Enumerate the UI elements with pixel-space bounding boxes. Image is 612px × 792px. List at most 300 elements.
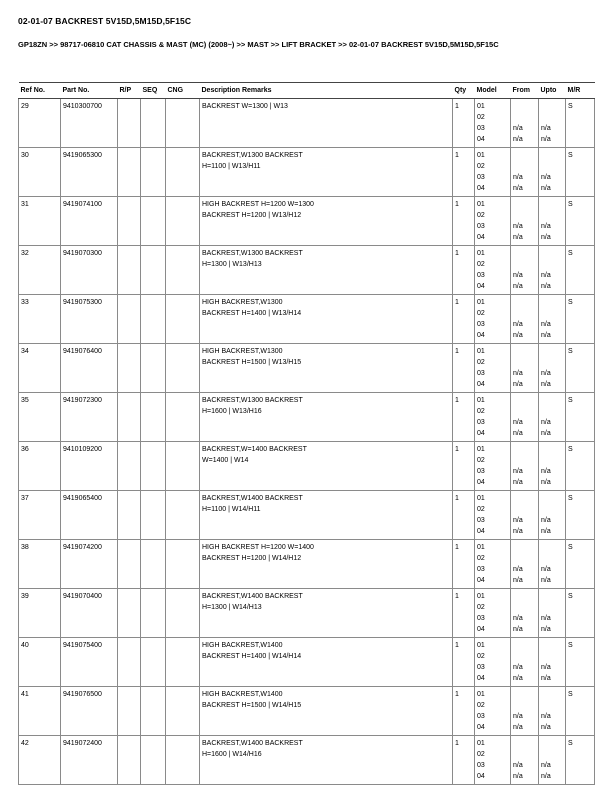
table-row (19, 491, 595, 540)
sub-line: 03 (477, 272, 485, 279)
sub-line: 04 (477, 577, 485, 584)
model-cell (475, 246, 511, 295)
qty-cell: 1 (453, 148, 475, 197)
description-line: H=1600 | W13/H16 (202, 408, 262, 415)
column-header-seq: SEQ (141, 83, 166, 99)
rp-cell (118, 344, 141, 393)
sub-line (513, 504, 536, 515)
model-cell (475, 736, 511, 785)
model-cell (475, 442, 511, 491)
rp-cell (118, 295, 141, 344)
model-cell (475, 393, 511, 442)
rp-cell (118, 442, 141, 491)
description-line: BACKREST,W=1400 BACKREST (202, 446, 307, 453)
rp-cell (118, 589, 141, 638)
table-row (19, 589, 595, 638)
sub-line (513, 357, 536, 368)
sub-line: 03 (477, 713, 485, 720)
sub-line (513, 749, 536, 760)
table-header-row (19, 83, 595, 99)
sub-line (541, 161, 563, 172)
sub-line: 03 (477, 566, 485, 573)
rp-cell (118, 148, 141, 197)
mr-cell: S (566, 589, 595, 638)
sub-line: 02 (477, 114, 485, 121)
mr-cell: S (566, 687, 595, 736)
sub-line (513, 651, 536, 662)
description-line: HIGH BACKREST H=1200 W=1400 (202, 544, 314, 551)
cng-cell (166, 687, 200, 736)
part-no-cell: 9419070400 (61, 589, 118, 638)
part-no-cell: 9419075300 (61, 295, 118, 344)
rp-cell (118, 246, 141, 295)
sub-line (513, 199, 536, 210)
sub-line: n/a (541, 419, 551, 426)
mr-cell: S (566, 393, 595, 442)
column-header-part-no: Part No. (61, 83, 118, 99)
sub-line: n/a (541, 762, 551, 769)
seq-cell (141, 736, 166, 785)
sub-line: n/a (541, 321, 551, 328)
description-cell (200, 540, 453, 589)
description-line: H=1600 | W14/H16 (202, 751, 262, 758)
sub-line (541, 150, 563, 161)
description-line: HIGH BACKREST,W1300 (202, 348, 283, 355)
qty-cell: 1 (453, 589, 475, 638)
sub-line: n/a (513, 332, 523, 339)
sub-line: 04 (477, 332, 485, 339)
table-row (19, 295, 595, 344)
seq-cell (141, 295, 166, 344)
qty-cell: 1 (453, 540, 475, 589)
parts-table (18, 82, 595, 785)
qty-cell: 1 (453, 246, 475, 295)
cng-cell (166, 393, 200, 442)
sub-line (513, 112, 536, 123)
sub-line: n/a (541, 517, 551, 524)
sub-line: 04 (477, 675, 485, 682)
sub-line: 01 (477, 152, 485, 159)
qty-cell: 1 (453, 687, 475, 736)
sub-line: n/a (513, 185, 523, 192)
sub-line: 01 (477, 740, 485, 747)
seq-cell (141, 589, 166, 638)
ref-no-cell: 33 (19, 295, 61, 344)
seq-cell (141, 246, 166, 295)
sub-line: 04 (477, 136, 485, 143)
sub-line: n/a (513, 675, 523, 682)
sub-line (541, 602, 563, 613)
sub-line: n/a (541, 332, 551, 339)
sub-line (513, 308, 536, 319)
sub-line (513, 700, 536, 711)
description-line: BACKREST,W1400 BACKREST (202, 495, 303, 502)
ref-no-cell: 35 (19, 393, 61, 442)
sub-line: 04 (477, 430, 485, 437)
description-cell (200, 99, 453, 148)
sub-line: n/a (541, 283, 551, 290)
sub-line: 03 (477, 615, 485, 622)
sub-line (513, 210, 536, 221)
sub-line (513, 542, 536, 553)
rp-cell (118, 491, 141, 540)
rp-cell (118, 393, 141, 442)
sub-line: n/a (513, 479, 523, 486)
column-header-cng: CNG (166, 83, 200, 99)
table-row (19, 638, 595, 687)
sub-line: n/a (513, 577, 523, 584)
cng-cell (166, 589, 200, 638)
description-line: BACKREST H=1500 | W14/H15 (202, 702, 302, 709)
upto-cell (539, 295, 566, 344)
from-cell (511, 246, 539, 295)
description-line: H=1100 | W13/H11 (202, 163, 261, 170)
sub-line (541, 346, 563, 357)
part-no-cell: 9419070300 (61, 246, 118, 295)
column-header-r-p: R/P (118, 83, 141, 99)
sub-line: n/a (513, 468, 523, 475)
ref-no-cell: 30 (19, 148, 61, 197)
seq-cell (141, 442, 166, 491)
from-cell (511, 589, 539, 638)
seq-cell (141, 491, 166, 540)
description-line: HIGH BACKREST H=1200 W=1300 (202, 201, 314, 208)
sub-line: n/a (541, 479, 551, 486)
description-cell (200, 736, 453, 785)
sub-line: n/a (513, 223, 523, 230)
from-cell (511, 540, 539, 589)
from-cell (511, 736, 539, 785)
part-no-cell: 9419072400 (61, 736, 118, 785)
description-line: HIGH BACKREST,W1400 (202, 691, 283, 698)
sub-line: n/a (541, 615, 551, 622)
column-header-upto: Upto (539, 83, 566, 99)
upto-cell (539, 197, 566, 246)
model-cell (475, 197, 511, 246)
sub-line (513, 455, 536, 466)
description-cell (200, 344, 453, 393)
sub-line: 02 (477, 261, 485, 268)
sub-line: 02 (477, 212, 485, 219)
table-row (19, 540, 595, 589)
sub-line: 03 (477, 223, 485, 230)
sub-line: 03 (477, 174, 485, 181)
sub-line (541, 738, 563, 749)
qty-cell: 1 (453, 393, 475, 442)
sub-line (513, 395, 536, 406)
qty-cell: 1 (453, 736, 475, 785)
model-cell (475, 295, 511, 344)
mr-cell: S (566, 295, 595, 344)
table-row (19, 148, 595, 197)
upto-cell (539, 99, 566, 148)
sub-line: n/a (541, 675, 551, 682)
seq-cell (141, 638, 166, 687)
sub-line: n/a (541, 713, 551, 720)
sub-line (541, 248, 563, 259)
from-cell (511, 491, 539, 540)
sub-line: n/a (541, 528, 551, 535)
sub-line: n/a (513, 626, 523, 633)
sub-line: n/a (513, 419, 523, 426)
column-header-ref-no: Ref No. (19, 83, 61, 99)
table-row (19, 687, 595, 736)
cng-cell (166, 344, 200, 393)
description-line: BACKREST H=1200 | W14/H12 (202, 555, 302, 562)
description-line: BACKREST,W1300 BACKREST (202, 250, 303, 257)
sub-line: 02 (477, 408, 485, 415)
sub-line: n/a (513, 724, 523, 731)
sub-line: 01 (477, 348, 485, 355)
sub-line: n/a (513, 773, 523, 780)
sub-line (513, 161, 536, 172)
description-cell (200, 589, 453, 638)
sub-line: n/a (513, 234, 523, 241)
sub-line: 02 (477, 751, 485, 758)
part-no-cell: 9419072300 (61, 393, 118, 442)
description-line: BACKREST,W1400 BACKREST (202, 593, 303, 600)
ref-no-cell: 34 (19, 344, 61, 393)
part-no-cell: 9419065400 (61, 491, 118, 540)
qty-cell: 1 (453, 197, 475, 246)
qty-cell: 1 (453, 638, 475, 687)
part-no-cell: 9419076400 (61, 344, 118, 393)
model-cell (475, 344, 511, 393)
from-cell (511, 442, 539, 491)
description-line: HIGH BACKREST,W1400 (202, 642, 283, 649)
seq-cell (141, 197, 166, 246)
description-cell (200, 148, 453, 197)
column-header-description-remarks: Description Remarks (200, 83, 453, 99)
rp-cell (118, 736, 141, 785)
sub-line: 02 (477, 163, 485, 170)
model-cell (475, 491, 511, 540)
part-no-cell: 9419074100 (61, 197, 118, 246)
description-line: BACKREST H=1400 | W13/H14 (202, 310, 302, 317)
sub-line: n/a (513, 125, 523, 132)
sub-line (513, 689, 536, 700)
sub-line: 03 (477, 762, 485, 769)
sub-line: 02 (477, 702, 485, 709)
model-cell (475, 148, 511, 197)
sub-line (541, 112, 563, 123)
description-line: BACKREST H=1200 | W13/H12 (202, 212, 302, 219)
page-title: 02-01-07 BACKREST 5V15D,5M15D,5F15C (18, 16, 192, 26)
description-line: H=1100 | W14/H11 (202, 506, 261, 513)
ref-no-cell: 39 (19, 589, 61, 638)
model-cell (475, 99, 511, 148)
description-line: HIGH BACKREST,W1300 (202, 299, 283, 306)
cng-cell (166, 197, 200, 246)
column-header-model: Model (475, 83, 511, 99)
mr-cell: S (566, 736, 595, 785)
sub-line: 02 (477, 555, 485, 562)
upto-cell (539, 393, 566, 442)
from-cell (511, 99, 539, 148)
sub-line: n/a (513, 528, 523, 535)
sub-line: 03 (477, 419, 485, 426)
rp-cell (118, 638, 141, 687)
description-cell (200, 491, 453, 540)
sub-line (541, 406, 563, 417)
sub-line (513, 738, 536, 749)
sub-line (541, 689, 563, 700)
sub-line: 01 (477, 642, 485, 649)
part-no-cell: 9419074200 (61, 540, 118, 589)
sub-line: 03 (477, 370, 485, 377)
sub-line: 03 (477, 321, 485, 328)
sub-line: n/a (513, 713, 523, 720)
cng-cell (166, 442, 200, 491)
sub-line (513, 259, 536, 270)
sub-line: 04 (477, 724, 485, 731)
model-cell (475, 638, 511, 687)
mr-cell: S (566, 197, 595, 246)
description-cell (200, 246, 453, 295)
sub-line (541, 395, 563, 406)
description-line: BACKREST,W1300 BACKREST (202, 152, 303, 159)
ref-no-cell: 38 (19, 540, 61, 589)
model-cell (475, 589, 511, 638)
sub-line: 01 (477, 201, 485, 208)
cng-cell (166, 295, 200, 344)
sub-line: n/a (541, 773, 551, 780)
sub-line: n/a (541, 664, 551, 671)
sub-line: 01 (477, 103, 485, 110)
sub-line: 03 (477, 468, 485, 475)
rp-cell (118, 99, 141, 148)
sub-line: 02 (477, 359, 485, 366)
sub-line: n/a (513, 272, 523, 279)
sub-line (513, 297, 536, 308)
ref-no-cell: 29 (19, 99, 61, 148)
cng-cell (166, 736, 200, 785)
from-cell (511, 393, 539, 442)
seq-cell (141, 148, 166, 197)
sub-line: 01 (477, 691, 485, 698)
mr-cell: S (566, 491, 595, 540)
sub-line (541, 651, 563, 662)
sub-line (541, 542, 563, 553)
part-no-cell: 9419075400 (61, 638, 118, 687)
sub-line (541, 504, 563, 515)
sub-line: n/a (541, 223, 551, 230)
sub-line (513, 101, 536, 112)
sub-line: 01 (477, 397, 485, 404)
sub-line: n/a (541, 468, 551, 475)
sub-line: n/a (541, 272, 551, 279)
seq-cell (141, 687, 166, 736)
part-no-cell: 9410109200 (61, 442, 118, 491)
sub-line (513, 553, 536, 564)
upto-cell (539, 246, 566, 295)
sub-line (541, 493, 563, 504)
sub-line: 02 (477, 310, 485, 317)
upto-cell (539, 736, 566, 785)
sub-line (513, 591, 536, 602)
description-line: H=1300 | W14/H13 (202, 604, 262, 611)
description-cell (200, 197, 453, 246)
sub-line: n/a (541, 381, 551, 388)
ref-no-cell: 42 (19, 736, 61, 785)
description-line: W=1400 | W14 (202, 457, 249, 464)
description-cell (200, 295, 453, 344)
upto-cell (539, 442, 566, 491)
sub-line: 03 (477, 125, 485, 132)
sub-line: 02 (477, 457, 485, 464)
cng-cell (166, 540, 200, 589)
sub-line: 01 (477, 250, 485, 257)
sub-line (541, 210, 563, 221)
sub-line (541, 591, 563, 602)
table-row (19, 344, 595, 393)
sub-line (513, 406, 536, 417)
sub-line: n/a (541, 724, 551, 731)
rp-cell (118, 687, 141, 736)
mr-cell: S (566, 99, 595, 148)
from-cell (511, 148, 539, 197)
sub-line: 02 (477, 653, 485, 660)
table-row (19, 246, 595, 295)
from-cell (511, 197, 539, 246)
sub-line: 04 (477, 185, 485, 192)
sub-line: 01 (477, 299, 485, 306)
sub-line: 01 (477, 446, 485, 453)
sub-line (513, 444, 536, 455)
sub-line: 02 (477, 506, 485, 513)
column-header-qty: Qty (453, 83, 475, 99)
upto-cell (539, 344, 566, 393)
rp-cell (118, 197, 141, 246)
sub-line: n/a (541, 430, 551, 437)
ref-no-cell: 41 (19, 687, 61, 736)
ref-no-cell: 31 (19, 197, 61, 246)
sub-line: n/a (541, 136, 551, 143)
sub-line: n/a (541, 370, 551, 377)
ref-no-cell: 36 (19, 442, 61, 491)
mr-cell: S (566, 148, 595, 197)
sub-line: 03 (477, 664, 485, 671)
sub-line: 04 (477, 381, 485, 388)
sub-line: n/a (541, 566, 551, 573)
description-line: BACKREST,W1400 BACKREST (202, 740, 303, 747)
mr-cell: S (566, 638, 595, 687)
sub-line: 04 (477, 479, 485, 486)
sub-line: 04 (477, 283, 485, 290)
qty-cell: 1 (453, 344, 475, 393)
from-cell (511, 687, 539, 736)
sub-line: n/a (513, 664, 523, 671)
sub-line: n/a (513, 566, 523, 573)
qty-cell: 1 (453, 491, 475, 540)
ref-no-cell: 37 (19, 491, 61, 540)
from-cell (511, 295, 539, 344)
mr-cell: S (566, 540, 595, 589)
sub-line: 04 (477, 528, 485, 535)
description-line: BACKREST H=1400 | W14/H14 (202, 653, 302, 660)
sub-line (541, 259, 563, 270)
description-line: H=1300 | W13/H13 (202, 261, 262, 268)
sub-line: n/a (513, 430, 523, 437)
description-cell (200, 687, 453, 736)
sub-line (541, 101, 563, 112)
description-line: BACKREST W=1300 | W13 (202, 103, 288, 110)
table-body (19, 99, 595, 785)
rp-cell (118, 540, 141, 589)
table-row (19, 736, 595, 785)
sub-line: 02 (477, 604, 485, 611)
sub-line: n/a (513, 136, 523, 143)
